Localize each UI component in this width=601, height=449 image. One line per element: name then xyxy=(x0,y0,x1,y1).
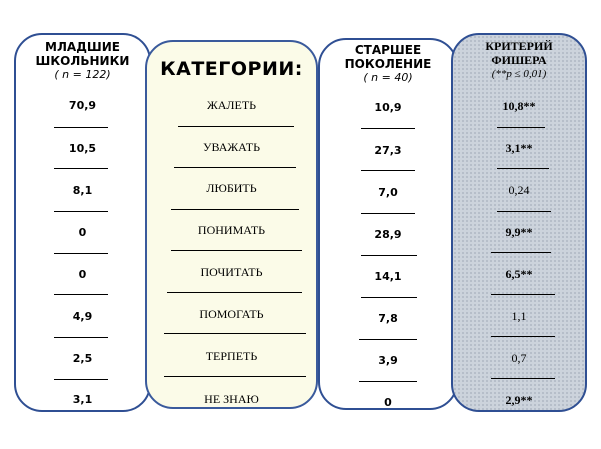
category-label: ЖАЛЕТЬ xyxy=(206,98,257,112)
young-title-line1: МЛАДШИЕ xyxy=(45,40,120,54)
old-value: 7,8 xyxy=(378,312,398,325)
separator-line xyxy=(164,333,306,334)
young-value: 8,1 xyxy=(72,184,93,197)
old-header xyxy=(320,43,456,85)
fisher-significance-note: (**р ≤ 0,01) xyxy=(491,68,547,80)
young-sample-size: ( n = 122) xyxy=(54,68,111,81)
column-fisher-criterion xyxy=(451,33,587,412)
category-label: НЕ ЗНАЮ xyxy=(204,392,259,406)
old-value: 7,0 xyxy=(378,186,398,199)
old-title-line1: СТАРШЕЕ xyxy=(354,43,422,57)
category-label: ПОМОГАТЬ xyxy=(199,307,264,321)
separator-line xyxy=(174,167,296,168)
old-value: 0 xyxy=(384,396,392,409)
separator-line xyxy=(361,170,415,171)
separator-line xyxy=(167,292,302,293)
young-value: 3,1 xyxy=(72,393,93,406)
category-label: ТЕРПЕТЬ xyxy=(205,349,258,363)
separator-line xyxy=(171,250,302,251)
separator-line xyxy=(361,213,415,214)
separator-line xyxy=(54,379,108,380)
fisher-value: 6,5** xyxy=(505,267,533,281)
young-header xyxy=(16,40,149,82)
separator-line xyxy=(171,209,299,210)
category-label: ЛЮБИТЬ xyxy=(206,181,257,195)
separator-line xyxy=(497,168,549,169)
fisher-title-line2: ФИШЕРА xyxy=(491,53,547,67)
young-value: 70,9 xyxy=(68,99,97,112)
separator-line xyxy=(54,253,108,254)
fisher-value: 0,24 xyxy=(508,183,530,197)
young-value: 0 xyxy=(78,268,87,281)
separator-line xyxy=(178,126,294,127)
separator-line xyxy=(491,336,555,337)
categories-title: КАТЕГОРИИ: xyxy=(160,58,303,80)
old-sample-size: ( n = 40) xyxy=(363,71,413,84)
young-value: 2,5 xyxy=(72,352,93,365)
category-label: ПОНИМАТЬ xyxy=(197,223,266,237)
category-label: ПОЧИТАТЬ xyxy=(200,265,263,279)
separator-line xyxy=(54,168,108,169)
young-title-line2: ШКОЛЬНИКИ xyxy=(35,54,130,68)
fisher-value: 3,1** xyxy=(505,141,533,155)
separator-line xyxy=(497,211,551,212)
old-value: 14,1 xyxy=(374,270,402,283)
separator-line xyxy=(54,127,108,128)
old-value: 10,9 xyxy=(374,101,402,114)
old-value: 27,3 xyxy=(374,144,402,157)
young-value: 4,9 xyxy=(72,310,93,323)
separator-line xyxy=(359,381,417,382)
fisher-title-line1: КРИТЕРИЙ xyxy=(485,39,553,53)
column-older-generation xyxy=(318,38,458,410)
category-label: УВАЖАТЬ xyxy=(203,140,260,154)
separator-line xyxy=(361,128,415,129)
separator-line xyxy=(164,376,306,377)
old-value: 3,9 xyxy=(378,354,398,367)
fisher-value: 1,1 xyxy=(511,309,527,323)
separator-line xyxy=(361,297,417,298)
fisher-value: 9,9** xyxy=(505,225,533,239)
fisher-value: 0,7 xyxy=(511,351,527,365)
column-categories xyxy=(145,40,318,409)
old-title-line2: ПОКОЛЕНИЕ xyxy=(344,57,432,71)
separator-line xyxy=(359,339,417,340)
young-value: 0 xyxy=(78,226,87,239)
fisher-value: 10,8** xyxy=(502,99,536,113)
separator-line xyxy=(54,337,108,338)
separator-line xyxy=(54,294,108,295)
fisher-header xyxy=(453,39,585,81)
young-value: 10,5 xyxy=(68,142,97,155)
old-value: 28,9 xyxy=(374,228,402,241)
separator-line xyxy=(491,294,555,295)
column-young-schoolchildren xyxy=(14,33,151,412)
separator-line xyxy=(491,378,555,379)
fisher-value: 2,9** xyxy=(505,393,533,407)
separator-line xyxy=(497,127,545,128)
separator-line xyxy=(361,255,417,256)
separator-line xyxy=(54,211,108,212)
separator-line xyxy=(491,252,551,253)
